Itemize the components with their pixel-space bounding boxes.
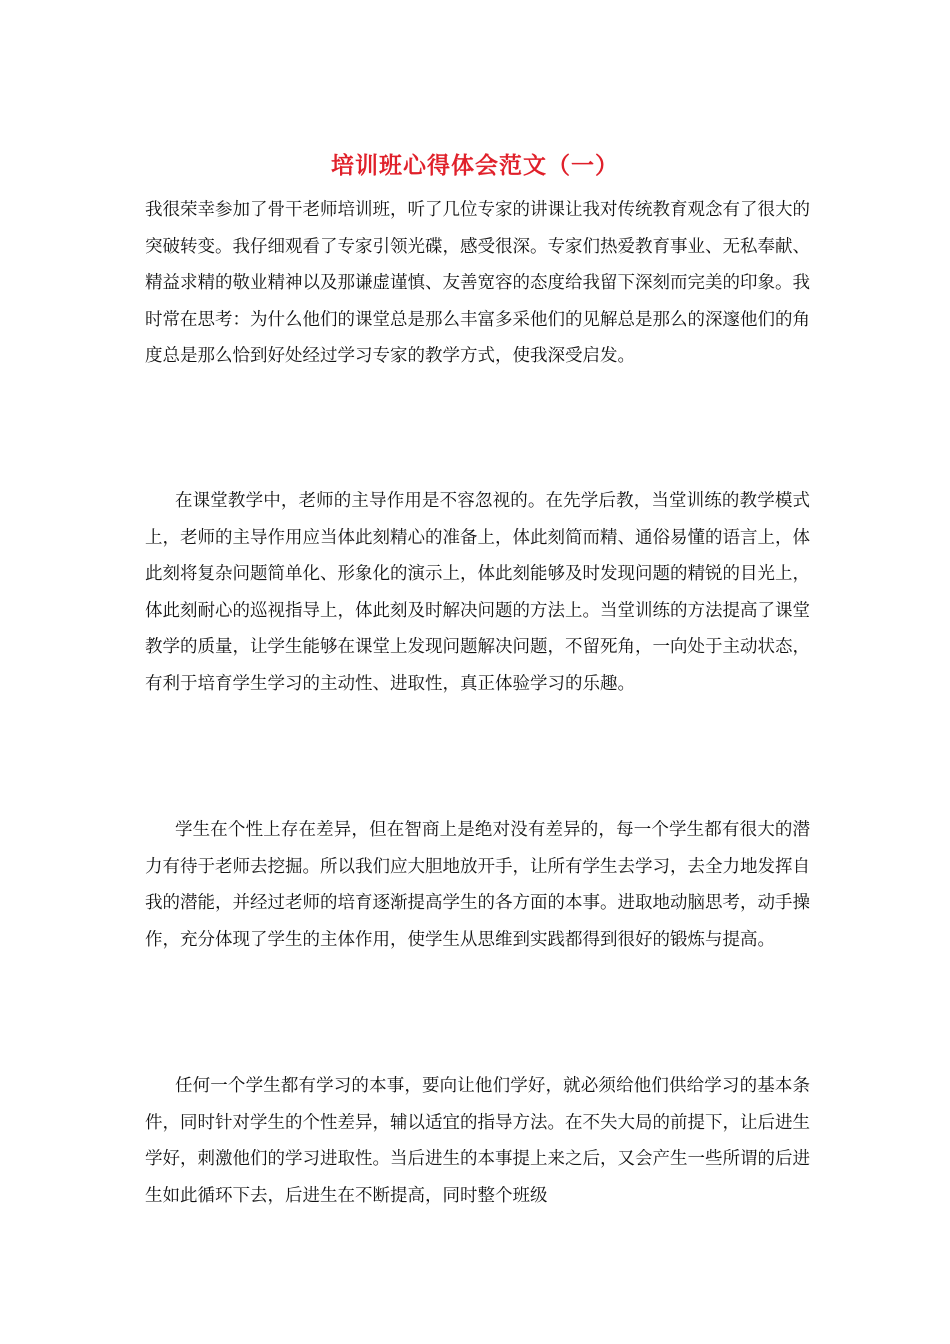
paragraph-3: 学生在个性上存在差异，但在智商上是绝对没有差异的，每一个学生都有很大的潜力有待于老师去挖掘。所以我们应大胆地放开手，让所有学生去学习，去全力地发挥自我的潜能，并经过老师的培育逐渐提高学生的各方面的本事。进取地动脑思考，动手操作，充分体现了学生的主体作用，使学生从思维到实践都得到很好的锻炼与提高。 <box>145 820 810 950</box>
paragraph-1: 我很荣幸参加了骨干老师培训班，听了几位专家的讲课让我对传统教育观念有了很大的突破转变。我仔细观看了专家引领光碟，感受很深。专家们热爱教育事业、无私奉献、精益求精的敬业精神以及那谦虚谨慎、友善宽容的态度给我留下深刻而完美的印象。我时常在思考：为什么他们的课堂总是那么丰富多采他们的见解总是那么的深邃他们的角度总是那么恰到好处经过学习专家的教学方式，使我深受启发。 <box>145 200 810 366</box>
paragraph-4: 任何一个学生都有学习的本事，要向让他们学好，就必须给他们供给学习的基本条件，同时针对学生的个性差异，辅以适宜的指导方法。在不失大局的前提下，让后进生学好，刺激他们的学习进取性。当后进生的本事提上来之后，又会产生一些所谓的后进生如此循环下去，后进生在不断提高，同时整个班级 <box>145 1076 810 1206</box>
paragraph-2: 在课堂教学中，老师的主导作用是不容忽视的。在先学后教，当堂训练的教学模式上，老师的主导作用应当体此刻精心的准备上，体此刻简而精、通俗易懂的语言上，体此刻将复杂问题简单化、形象化的演示上，体此刻能够及时发现问题的精锐的目光上，体此刻耐心的巡视指导上，体此刻及时解决问题的方法上。当堂训练的方法提高了课堂教学的质量，让学生能够在课堂上发现问题解决问题，不留死角，一向处于主动状态，有利于培育学生学习的主动性、进取性，真正体验学习的乐趣。 <box>145 491 810 694</box>
document-title: 培训班心得体会范文（一） <box>331 152 619 179</box>
